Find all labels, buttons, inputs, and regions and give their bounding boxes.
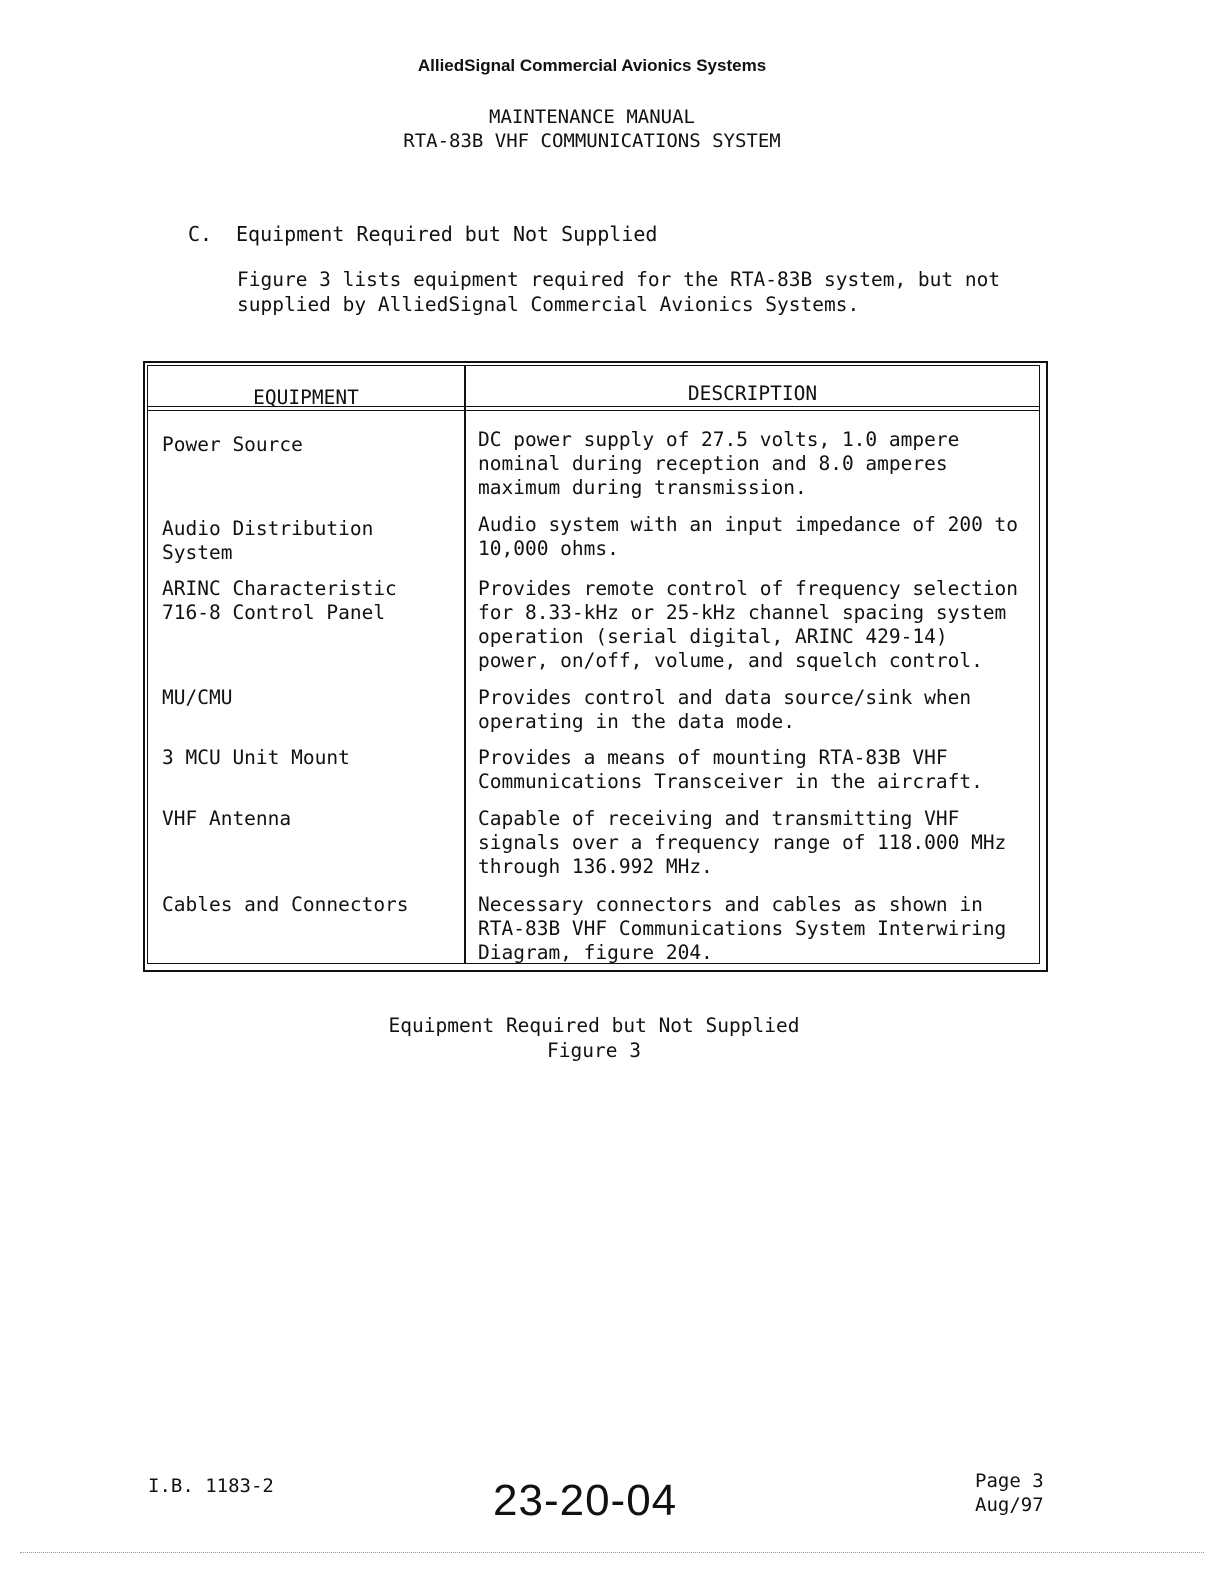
caption-figure-number: Figure 3 (547, 1039, 641, 1062)
description-cell: Provides a means of mounting RTA-83B VHF Communications Transceiver in the aircraft. (478, 746, 983, 793)
section-letter: C. (188, 222, 213, 246)
description-cell: Provides remote control of frequency selection for 8.33-kHz or 25-kHz channel spacing system operation (serial digital, ARINC 429-14) power, on/off, volume, and squelch control. (478, 577, 1019, 672)
footer-page-info: Page 3 Aug/97 (975, 1470, 1044, 1516)
header-divider (148, 410, 1039, 411)
equipment-cell: MU/CMU (162, 686, 233, 709)
description-cell: Necessary connectors and cables as shown in RTA-83B VHF Communications System Interwiring Diagram, figure 204. (478, 893, 1007, 964)
description-cell: Capable of receiving and transmitting VHF signals over a frequency range of 118.000 MHz through 136.992 MHz. (478, 807, 1007, 878)
description-cell: DC power supply of 27.5 volts, 1.0 ampere nominal during reception and 8.0 amperes maximum during transmission. (478, 428, 960, 499)
footer-ib-number: I.B. 1183-2 (148, 1475, 274, 1497)
header-description: DESCRIPTION (687, 382, 818, 405)
equipment-cell: Audio Distribution System (162, 517, 374, 564)
description-cell: Audio system with an input impedance of 200 to 10,000 ohms. (478, 513, 1019, 560)
company-name: AlliedSignal Commercial Avionics Systems (417, 56, 767, 75)
header-equipment: EQUIPMENT (253, 386, 359, 409)
figure-caption (0, 1013, 1188, 1063)
column-divider (464, 366, 466, 963)
manual-title-line2: RTA-83B VHF COMMUNICATIONS SYSTEM (403, 130, 781, 152)
equipment-cell: VHF Antenna (162, 807, 292, 830)
intro-paragraph: Figure 3 lists equipment required for the RTA-83B system, but not supplied by AlliedSignal Commercial Avionics Systems. (237, 268, 1001, 316)
equipment-cell: Power Source (162, 433, 303, 456)
caption-title: Equipment Required but Not Supplied (388, 1014, 800, 1037)
equipment-cell: ARINC Characteristic 716-8 Control Panel (162, 577, 397, 624)
footer-section-number: 23-20-04 (493, 1476, 678, 1525)
section-heading (188, 222, 657, 246)
equipment-table-inner (147, 365, 1040, 964)
description-cell: Provides control and data source/sink when operating in the data mode. (478, 686, 972, 733)
equipment-cell: 3 MCU Unit Mount (162, 746, 350, 769)
scan-artifact-line (20, 1552, 1204, 1555)
manual-title (0, 105, 1184, 153)
table-header-row (148, 366, 1039, 407)
equipment-cell: Cables and Connectors (162, 893, 409, 916)
manual-title-line1: MAINTENANCE MANUAL (489, 106, 695, 128)
equipment-table (143, 361, 1048, 972)
section-title: Equipment Required but Not Supplied (236, 222, 658, 246)
